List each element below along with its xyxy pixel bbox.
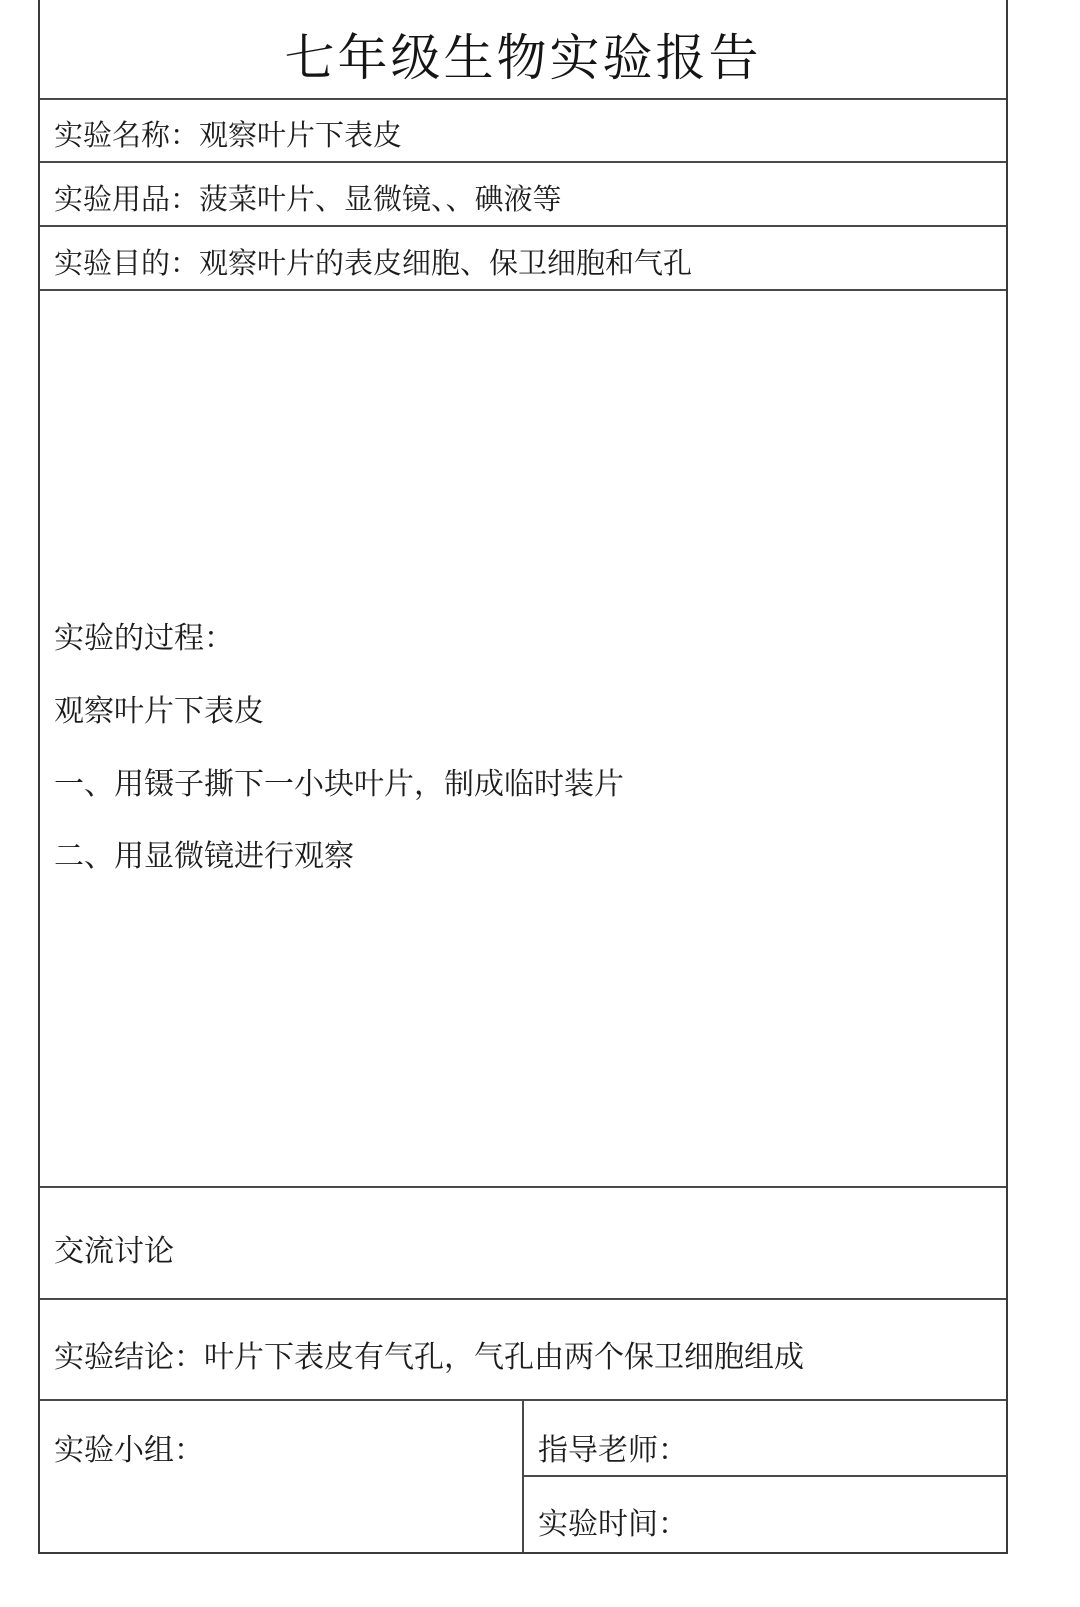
experiment-supplies-row — [40, 163, 1006, 227]
discussion-label: 交流讨论 — [54, 1234, 174, 1269]
conclusion-row — [40, 1300, 1006, 1401]
conclusion-text: 实验结论：叶片下表皮有气孔，气孔由两个保卫细胞组成 — [54, 1340, 804, 1375]
report-table — [38, 0, 1008, 1554]
process-subtitle: 观察叶片下表皮 — [54, 694, 264, 729]
experiment-name: 实验名称：观察叶片下表皮 — [54, 118, 403, 152]
teacher-label: 指导老师： — [538, 1433, 688, 1468]
signature-row — [40, 1401, 1006, 1552]
time-label: 实验时间： — [538, 1507, 688, 1542]
time-cell — [524, 1477, 1006, 1552]
group-label: 实验小组： — [54, 1433, 204, 1468]
experiment-purpose: 实验目的：观察叶片的表皮细胞、保卫细胞和气孔 — [54, 246, 693, 280]
experiment-purpose-row — [40, 227, 1006, 291]
title-row — [40, 0, 1006, 100]
discussion-row — [40, 1188, 1006, 1300]
process-heading: 实验的过程： — [54, 621, 234, 656]
process-step: 二、用显微镜进行观察 — [54, 839, 354, 874]
process-step: 一、用镊子撕下一小块叶片，制成临时装片 — [54, 767, 624, 802]
report-title: 七年级生物实验报告 — [284, 29, 762, 87]
experiment-process-cell — [40, 291, 1006, 1188]
experiment-supplies: 实验用品：菠菜叶片、显微镜、、碘液等 — [54, 182, 562, 216]
group-cell — [40, 1401, 524, 1552]
teacher-cell — [524, 1401, 1006, 1477]
experiment-name-row — [40, 100, 1006, 163]
